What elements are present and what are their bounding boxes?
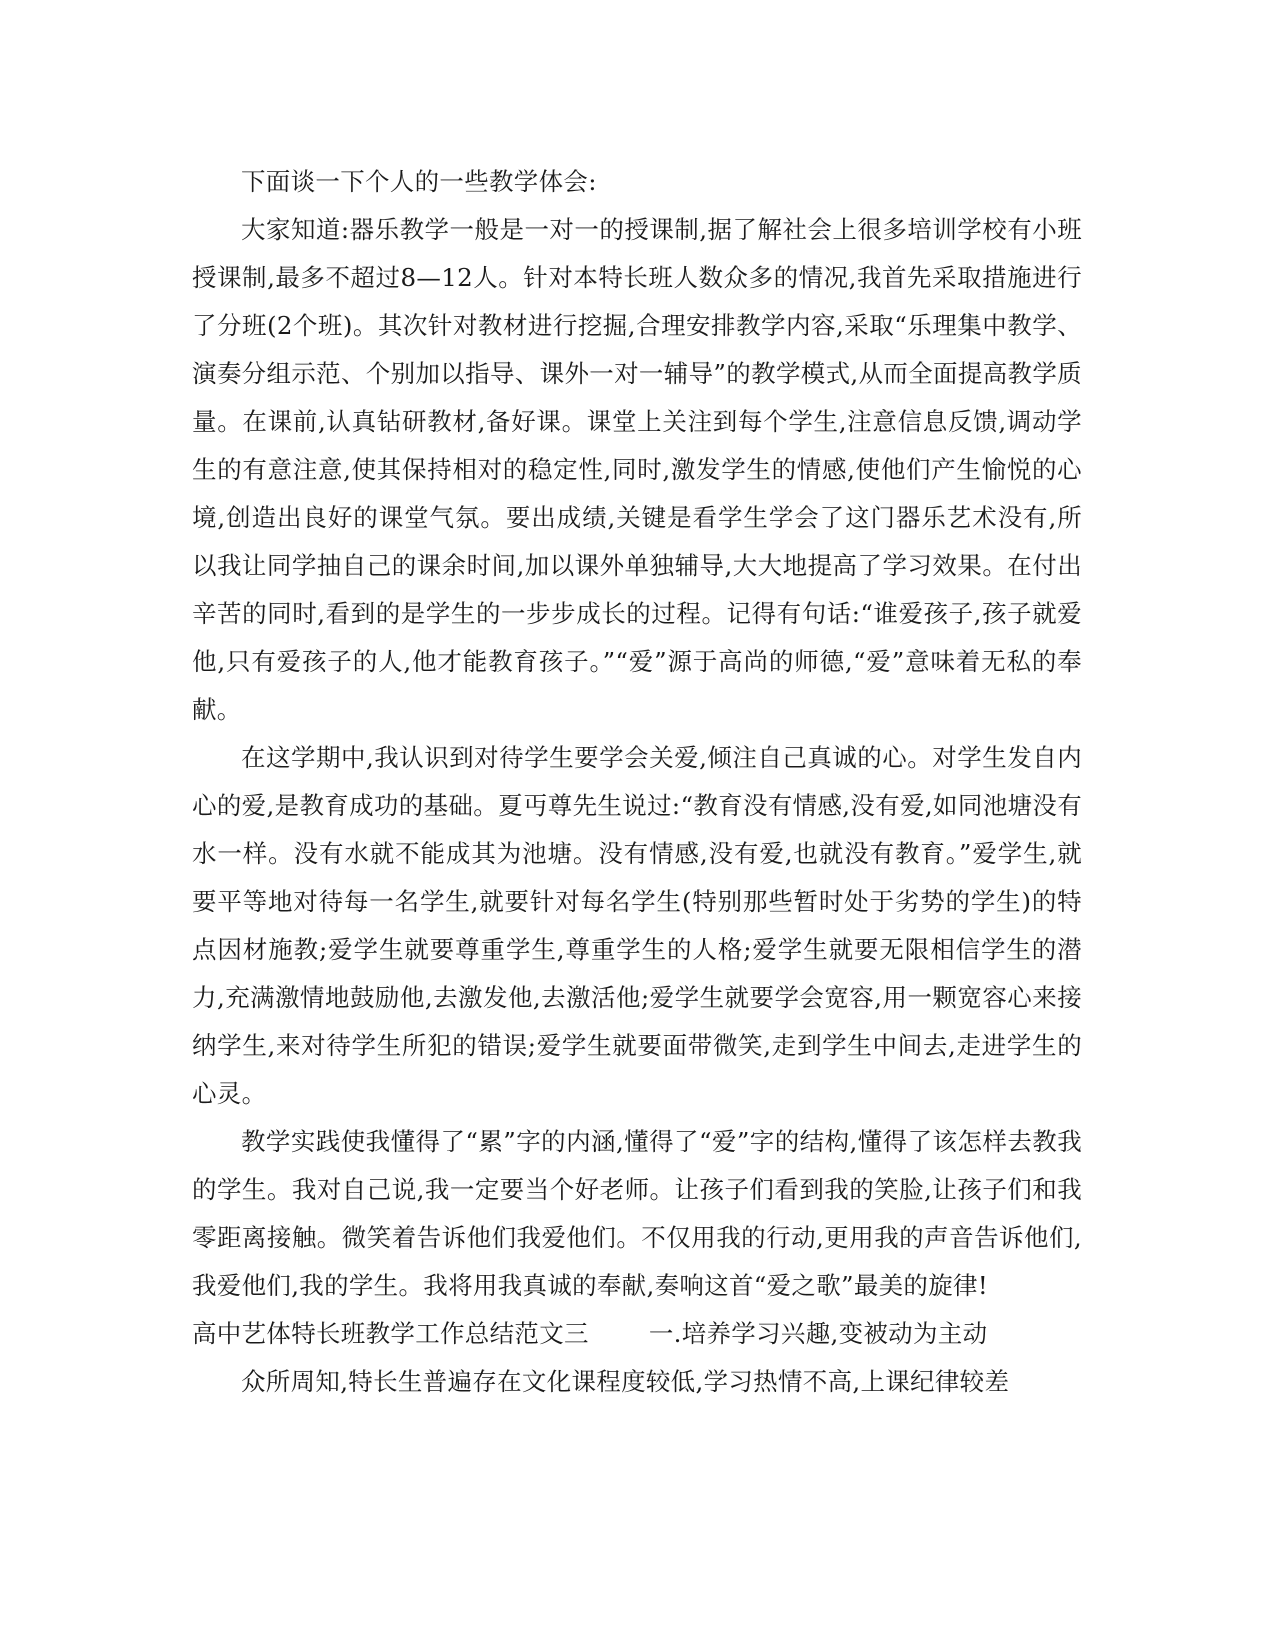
document-body — [192, 158, 1082, 1406]
paragraph-instrument-teaching: 大家知道:器乐教学一般是一对一的授课制,据了解社会上很多培训学校有小班授课制,最多不超过8—12人。针对本特长班人数众多的情况,我首先采取措施进行了分班(2个班)。其次针对教材进行挖掘,合理安排教学内容,采取“乐理集中教学、演奏分组示范、个别加以指导、课外一对一辅导”的教学模式,从而全面提高教学质量。在课前,认真钻研教材,备好课。课堂上关注到每个学生,注意信息反馈,调动学生的有意注意,使其保持相对的稳定性,同时,激发学生的情感,使他们产生愉悦的心境,创造出良好的课堂气氛。要出成绩,关键是看学生学会了这门器乐艺术没有,所以我让同学抽自己的课余时间,加以课外单独辅导,大大地提高了学习效果。在付出辛苦的同时,看到的是学生的一步步成长的过程。记得有句话:“谁爱孩子,孩子就爱他,只有爱孩子的人,他才能教育孩子。”“爱”源于高尚的师德,“爱”意味着无私的奉献。 — [192, 215, 1082, 724]
paragraph-teaching-practice: 教学实践使我懂得了“累”字的内涵,懂得了“爱”字的结构,懂得了该怎样去教我的学生。我对自己说,我一定要当个好老师。让孩子们看到我的笑脸,让孩子们和我零距离接触。微笑着告诉他们我爱他们。不仅用我的行动,更用我的声音告诉他们,我爱他们,我的学生。我将用我真诚的奉献,奏响这首“爱之歌”最美的旋律! — [192, 1127, 1082, 1300]
section-subtitle: 一.培养学习兴趣,变被动为主动 — [648, 1319, 988, 1348]
section-title: 高中艺体特长班教学工作总结范文三 — [192, 1319, 589, 1348]
paragraph-caring-students: 在这学期中,我认识到对待学生要学会关爱,倾注自己真诚的心。对学生发自内心的爱,是教育成功的基础。夏丏尊先生说过:“教育没有情感,没有爱,如同池塘没有水一样。没有水就不能成其为池塘。没有情感,没有爱,也就没有教育。”爱学生,就要平等地对待每一名学生,就要针对每名学生(特别那些暂时处于劣势的学生)的特点因材施教;爱学生就要尊重学生,尊重学生的人格;爱学生就要无限相信学生的潜力,充满激情地鼓励他,去激发他,去激活他;爱学生就要学会宽容,用一颗宽容心来接纳学生,来对待学生所犯的错误;爱学生就要面带微笑,走到学生中间去,走进学生的心灵。 — [192, 743, 1082, 1108]
paragraph-last: 众所周知,特长生普遍存在文化课程度较低,学习热情不高,上课纪律较差 — [241, 1367, 1010, 1396]
paragraph-intro: 下面谈一下个人的一些教学体会: — [241, 167, 597, 196]
section-heading-line — [192, 1310, 1082, 1358]
